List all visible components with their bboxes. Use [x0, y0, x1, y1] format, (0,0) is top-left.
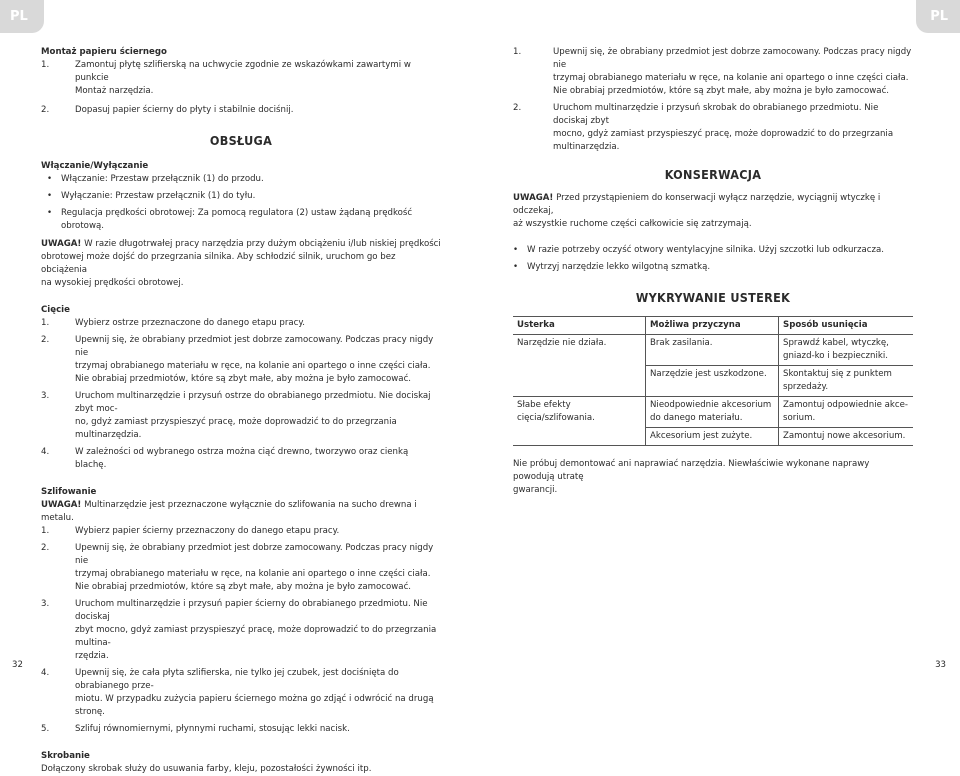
table-cell: [513, 366, 646, 397]
step-number: 2.: [41, 335, 50, 345]
table-row: [513, 397, 913, 428]
bullet-text: Wytrzyj narzędzie lekko wilgotną szmatką.: [527, 262, 711, 272]
table-cell: Zamontuj nowe akcesorium.: [779, 428, 914, 446]
bullet-icon: •: [513, 262, 519, 272]
bullet-item: [41, 190, 441, 203]
text-line: Upewnij się, że cała płyta szlifierska, nie tylko jej czubek, jest dociśnięta do obrabianego prze-: [75, 668, 399, 691]
text-line: Nie obrabiaj przedmiotów, które są zbyt małe, aby można je było zamocować.: [553, 86, 890, 96]
text-line: Przed przystąpieniem do konserwacji wyłącz narzędzie, wyciągnij wtyczkę i odczekaj,: [513, 193, 881, 216]
bullet-text: Włączanie: Przestaw przełącznik (1) do przodu.: [61, 174, 264, 184]
text-line: Nie obrabiaj przedmiotów, które są zbyt małe, aby można je było zamocować.: [75, 374, 412, 384]
step-number: 3.: [41, 599, 50, 609]
page-number-left: 32: [12, 660, 23, 670]
repair-notice: [513, 458, 913, 497]
text-line: trzymaj obrabianego materiału w ręce, na kolanie ani opartego o inne części ciała.: [553, 73, 909, 83]
mount-step: [41, 59, 441, 98]
text-line: Zamontuj płytę szlifierską na uchwycie zgodnie ze wskazówkami zawartymi w punkcie: [75, 60, 411, 83]
bullet-icon: •: [47, 208, 53, 218]
scraping-text: Dołączony skrobak służy do usuwania farby, kleju, pozostałości żywności itp.: [41, 764, 372, 774]
sanding-step: [41, 598, 441, 663]
text-line: aż wszystkie ruchome części całkowicie się zatrzymają.: [513, 219, 752, 229]
step-text: Szlifuj równomiernymi, płynnymi ruchami, stosując lekki nacisk.: [75, 724, 350, 734]
cutting-step: [41, 334, 441, 386]
text-line: no, gdyż zamiast przyspieszyć pracę, może doprowadzić to do przegrzania multinarzędzia.: [75, 417, 397, 440]
text-line: Nie obrabiaj przedmiotów, które są zbyt małe, aby można je było zamocować.: [75, 582, 412, 592]
right-page-column: [513, 46, 913, 497]
language-tab-left: PL: [0, 0, 44, 33]
text-line: Montaż narzędzia.: [75, 86, 154, 96]
column-header: Sposób usunięcia: [779, 317, 914, 335]
table-cell: Narzędzie nie działa.: [517, 338, 607, 348]
text-line: trzymaj obrabianego materiału w ręce, na kolanie ani opartego o inne części ciała.: [75, 361, 431, 371]
text-line: W razie długotrwałej pracy narzędzia przy dużym obciążeniu i/lub niskiej prędkości: [81, 239, 441, 249]
step-text: [75, 59, 441, 98]
mount-step: [41, 104, 441, 117]
table-cell: [513, 428, 646, 446]
text-line: rzędzia.: [75, 651, 109, 661]
step-number: 4.: [41, 447, 50, 457]
cutting-step: [41, 446, 441, 472]
text-line: Uruchom multinarzędzie i przysuń skrobak do obrabianego przedmiotu. Nie dociskaj zbyt: [553, 103, 879, 126]
text-line: trzymaj obrabianego materiału w ręce, na kolanie ani opartego o inne części ciała.: [75, 569, 431, 579]
sanding-step: [41, 542, 441, 594]
text-line: na wysokiej prędkości obrotowej.: [41, 278, 184, 288]
warning-label: UWAGA!: [41, 500, 82, 510]
mount-heading: Montaż papieru ściernego: [41, 47, 167, 57]
left-page-column: [41, 46, 441, 776]
troubleshooting-table: [513, 316, 913, 446]
bullet-item: [41, 173, 441, 186]
step-text: [75, 542, 441, 594]
obsluga-section-title: OBSŁUGA: [209, 133, 273, 148]
step-number: 5.: [41, 724, 50, 734]
text-line: Multinarzędzie jest przeznaczone wyłącznie do szlifowania na sucho drewna i metalu.: [41, 500, 417, 523]
step-number: 2.: [513, 103, 522, 113]
sanding-step: [41, 723, 441, 736]
warning-label: UWAGA!: [513, 193, 554, 203]
step-number: 4.: [41, 668, 50, 678]
table-cell: Zamontuj odpowiednie akce-sorium.: [779, 397, 914, 428]
text-line: Uruchom multinarzędzie i przysuń papier ścierny do obrabianego przedmiotu. Nie dociskaj: [75, 599, 428, 622]
table-cell: Sprawdź kabel, wtyczkę, gniazd-ko i bezpieczniki.: [779, 335, 914, 366]
language-tab-right: PL: [916, 0, 960, 33]
step-text: Wybierz ostrze przeznaczone do danego etapu pracy.: [75, 318, 305, 328]
table-cell: Nieodpowiednie akcesorium do danego materiału.: [646, 397, 779, 428]
step-number: 1.: [41, 60, 50, 70]
column-header: Możliwa przyczyna: [646, 317, 779, 335]
text-line: Upewnij się, że obrabiany przedmiot jest dobrze zamocowany. Podczas pracy nigdy nie: [75, 543, 434, 566]
table-cell: Narzędzie jest uszkodzone.: [646, 366, 779, 397]
step-number: 1.: [513, 47, 522, 57]
text-line: Uruchom multinarzędzie i przysuń ostrze do obrabianego przedmiotu. Nie dociskaj zbyt moc-: [75, 391, 431, 414]
step-text: Dopasuj papier ścierny do płyty i stabilnie dociśnij.: [75, 105, 294, 115]
text-line: Upewnij się, że obrabiany przedmiot jest dobrze zamocowany. Podczas pracy nigdy nie: [75, 335, 434, 358]
table-cell: Skontaktuj się z punktem sprzedaży.: [779, 366, 914, 397]
bullet-item: [513, 244, 913, 257]
step-number: 2.: [41, 105, 50, 115]
text-line: zbyt mocno, gdyż zamiast przyspieszyć pracę, może doprowadzić to do przegrzania multina-: [75, 625, 437, 648]
troubleshooting-section-title: WYKRYWANIE USTEREK: [635, 290, 791, 305]
cutting-heading: Cięcie: [41, 305, 70, 315]
scraping-heading: Skrobanie: [41, 751, 90, 761]
step-text: [75, 334, 441, 386]
table-row: [513, 366, 913, 397]
step-text: [553, 46, 913, 98]
text-line: miotu. W przypadku zużycia papieru ściernego można go zdjąć i odwrócić na drugą stronę.: [75, 694, 434, 717]
bullet-icon: •: [513, 245, 519, 255]
table-header-row: [513, 317, 913, 335]
cutting-step: [41, 390, 441, 442]
step-text: [553, 102, 913, 154]
table-cell: Brak zasilania.: [646, 335, 779, 366]
onoff-heading: Włączanie/Wyłączanie: [41, 161, 149, 171]
step-text: Wybierz papier ścierny przeznaczony do danego etapu pracy.: [75, 526, 340, 536]
step-number: 2.: [41, 543, 50, 553]
sanding-warning: [41, 499, 441, 525]
page-number-right: 33: [935, 660, 946, 670]
bullet-icon: •: [47, 174, 53, 184]
text-line: gwarancji.: [513, 485, 558, 495]
text-line: Nie próbuj demontować ani naprawiać narzędzia. Niewłaściwie wykonane naprawy powodują utratę: [513, 459, 870, 482]
step-text: [75, 598, 441, 663]
scraping-step: [513, 46, 913, 98]
maintenance-section-title: KONSERWACJA: [664, 167, 762, 182]
table-cell: Słabe efekty cięcia/szlifowania.: [517, 400, 595, 423]
step-number: 1.: [41, 318, 50, 328]
bullet-item: [513, 261, 913, 274]
step-text: W zależności od wybranego ostrza można ciąć drewno, tworzywo oraz cienką blachę.: [75, 447, 409, 470]
bullet-icon: •: [47, 191, 53, 201]
step-text: [75, 667, 441, 719]
step-text: [75, 390, 441, 442]
scraping-step: [513, 102, 913, 154]
text-line: Upewnij się, że obrabiany przedmiot jest dobrze zamocowany. Podczas pracy nigdy nie: [553, 47, 912, 70]
column-header: Usterka: [513, 317, 646, 335]
text-line: mocno, gdyż zamiast przyspieszyć pracę, może doprowadzić to do przegrzania multinarzędzia.: [553, 129, 894, 152]
text-line: obrotowej może dojść do przegrzania silnika. Aby schłodzić silnik, uruchom go bez obciążenia: [41, 252, 396, 275]
warning-label: UWAGA!: [41, 239, 82, 249]
bullet-text: W razie potrzeby oczyść otwory wentylacyjne silnika. Użyj szczotki lub odkurzacza.: [527, 245, 884, 255]
bullet-item: [41, 207, 441, 233]
bullet-text: Regulacja prędkości obrotowej: Za pomocą regulatora (2) ustaw żądaną prędkość obrotową.: [61, 208, 413, 231]
sanding-step: [41, 525, 441, 538]
sanding-step: [41, 667, 441, 719]
cutting-step: [41, 317, 441, 330]
step-number: 3.: [41, 391, 50, 401]
table-cell: Akcesorium jest zużyte.: [646, 428, 779, 446]
step-number: 1.: [41, 526, 50, 536]
table-row: [513, 428, 913, 446]
onoff-warning: [41, 238, 441, 290]
bullet-text: Wyłączanie: Przestaw przełącznik (1) do tyłu.: [61, 191, 256, 201]
sanding-heading: Szlifowanie: [41, 487, 97, 497]
table-row: [513, 335, 913, 366]
maintenance-warning: [513, 192, 913, 231]
